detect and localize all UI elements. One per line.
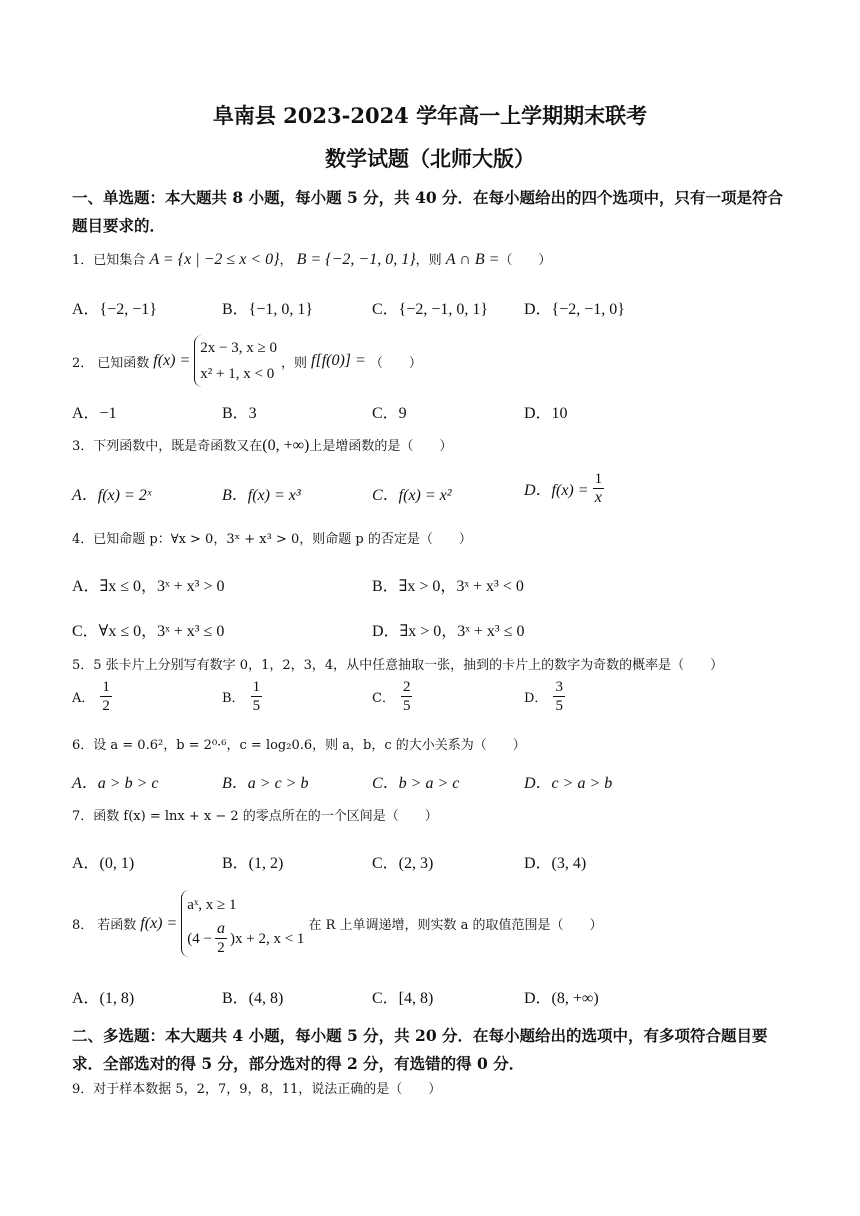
- q8-option-b: B．(4, 8): [222, 990, 284, 1007]
- q3-option-c: C．f(x) = x²: [372, 487, 452, 504]
- q2-option-c: C．9: [372, 405, 407, 422]
- q3-option-d-label: D．f(x) =: [524, 482, 589, 499]
- q8-case-1: aˣ, x ≥ 1: [187, 897, 237, 913]
- q8-option-c: C．[4, 8): [372, 990, 434, 1007]
- q1-mid: ，: [279, 253, 293, 268]
- q5-option-d: [524, 678, 565, 715]
- section-multiple-choice-heading: 二、多选题：本大题共 4 小题，每小题 5 分，共 20 分．在每小题给出的选项中，有多项符合题目要求．全部选对的得 5 分，部分选对的得 2 分，有选错的得 0 分．: [72, 1026, 768, 1073]
- q5-num-d: 3: [555, 679, 563, 695]
- q2-case-2: x² + 1, x < 0: [200, 366, 275, 382]
- exam-subtitle: 数学试题（北师大版）: [325, 146, 535, 171]
- q3-d-numerator: 1: [594, 471, 603, 487]
- q4-option-c: C．∀x ≤ 0，3ˣ + x³ ≤ 0: [72, 623, 225, 640]
- q8-option-d: D．(8, +∞): [524, 990, 599, 1007]
- q3-option-a: A．f(x) = 2ˣ: [72, 487, 152, 504]
- q1-option-b: B．{−1, 0, 1}: [222, 301, 314, 318]
- q4-option-b: B．∃x > 0，3ˣ + x³ < 0: [372, 578, 524, 595]
- q8-case-2-right: )x + 2, x < 1: [230, 930, 305, 947]
- q1-option-a: A．{−2, −1}: [72, 301, 157, 318]
- q5-option-a: [72, 678, 112, 715]
- q3-option-b: B．f(x) = x³: [222, 487, 301, 504]
- q8-option-a: A．(1, 8): [72, 990, 135, 1007]
- q5-num-b: 1: [252, 679, 261, 695]
- q5-fraction-c: [401, 678, 413, 715]
- question-8: [72, 890, 603, 957]
- q8-case-2-left: (4 −: [187, 930, 213, 947]
- question-6: 6．设 a = 0.6²，b = 2⁰·⁶，c = log₂0.6，则 a，b，c 的大小关系为（ ）: [72, 738, 526, 753]
- question-4: 4．已知命题 p：∀x > 0，3ˣ + x³ > 0，则命题 p 的否定是（ ）: [72, 532, 472, 547]
- section-single-choice-heading: 一、单选题：本大题共 8 小题，每小题 5 分，共 40 分．在每小题给出的四个选项中，只有一项是符合题目要求的．: [72, 188, 784, 235]
- q1-set-a: A = {x | −2 ≤ x < 0}: [149, 251, 280, 268]
- q6-option-a: A．a > b > c: [72, 775, 159, 792]
- q8-case-2-num: a: [217, 920, 226, 937]
- q2-option-a: A．−1: [72, 405, 117, 422]
- q2-post: ，则: [281, 355, 308, 371]
- q7-option-c: C．(2, 3): [372, 855, 434, 872]
- q7-option-b: B．(1, 2): [222, 855, 284, 872]
- q5-num-c: 2: [402, 679, 411, 695]
- q2-blank: （ ）: [369, 355, 422, 371]
- q3-option-d-fraction: [593, 470, 605, 507]
- q1-set-b: B = {−2, −1, 0, 1}: [296, 251, 416, 268]
- q5-den-b: 5: [252, 698, 261, 714]
- q3-d-denominator: x: [594, 489, 602, 506]
- question-9: 9．对于样本数据 5，2，7，9，8，11，说法正确的是（ ）: [72, 1082, 442, 1097]
- q1-option-c: C．{−2, −1, 0, 1}: [372, 301, 489, 318]
- q4-option-a: A．∃x ≤ 0，3ˣ + x³ > 0: [72, 578, 225, 595]
- q1-pre: 已知集合: [93, 253, 146, 268]
- q8-post: 在 R 上单调递增，则实数 a 的取值范围是（ ）: [308, 918, 603, 933]
- q5-fraction-d: [553, 678, 565, 715]
- q3-text: 3．下列函数中，既是奇函数又在: [72, 439, 263, 454]
- q6-option-b: B．a > c > b: [222, 775, 309, 792]
- q8-pre: 若函数: [97, 918, 137, 933]
- q8-piecewise: [181, 890, 304, 957]
- q2-option-d: D．10: [524, 405, 568, 422]
- exam-title: 阜南县 2023-2024 学年高一上学期期末联考: [212, 103, 648, 128]
- q2-function: f(x) =: [153, 352, 191, 369]
- q5-label-d: D．: [524, 691, 548, 706]
- q2-option-b: B．3: [222, 405, 257, 422]
- q3-option-d: [524, 470, 604, 507]
- q3-post: 上是增函数的是（ ）: [309, 439, 453, 454]
- q5-num-a: 1: [102, 679, 110, 695]
- q2-expr: f[f(0)] =: [311, 352, 366, 369]
- question-7: 7．函数 f(x) = lnx + x − 2 的零点所在的一个区间是（ ）: [72, 809, 438, 824]
- q1-expr: A ∩ B =: [445, 251, 500, 268]
- q1-number: 1．: [72, 253, 94, 268]
- q5-fraction-a: [100, 678, 112, 715]
- q3-interval: (0, +∞): [262, 437, 310, 454]
- question-2: [72, 335, 422, 387]
- q6-option-d: D．c > a > b: [524, 775, 613, 792]
- q2-pre: 已知函数: [97, 355, 150, 371]
- q8-function: f(x) =: [140, 914, 178, 932]
- q7-option-d: D．(3, 4): [524, 855, 587, 872]
- q1-post: ，则: [415, 253, 442, 268]
- question-5: 5．5 张卡片上分别写有数字 0，1，2，3，4，从中任意抽取一张，抽到的卡片上的数字为奇数的概率是（ ）: [72, 658, 724, 673]
- q4-option-d: D．∃x > 0，3ˣ + x³ ≤ 0: [372, 623, 525, 640]
- q2-piecewise: [194, 335, 277, 387]
- q5-label-b: B．: [222, 691, 245, 706]
- q5-label-c: C．: [372, 691, 395, 706]
- q8-case-2: [187, 920, 304, 957]
- q5-den-c: 5: [402, 698, 411, 714]
- q7-option-a: A．(0, 1): [72, 855, 135, 872]
- q6-option-c: C．b > a > c: [372, 775, 460, 792]
- question-1: [72, 249, 551, 269]
- q5-option-c: [372, 678, 412, 715]
- q1-blank: （ ）: [499, 253, 552, 268]
- question-3: [72, 435, 452, 455]
- q1-option-d: D．{−2, −1, 0}: [524, 301, 625, 318]
- q8-number: 8．: [72, 918, 94, 933]
- q5-option-b: [222, 678, 262, 715]
- q2-case-1: 2x − 3, x ≥ 0: [200, 340, 277, 356]
- q5-den-a: 2: [102, 698, 110, 714]
- q8-case-2-den: 2: [217, 940, 225, 956]
- q8-case-2-fraction: [215, 920, 227, 957]
- q5-label-a: A．: [72, 691, 95, 706]
- q2-number: 2．: [72, 355, 94, 371]
- q5-fraction-b: [251, 678, 263, 715]
- q5-den-d: 5: [555, 698, 563, 714]
